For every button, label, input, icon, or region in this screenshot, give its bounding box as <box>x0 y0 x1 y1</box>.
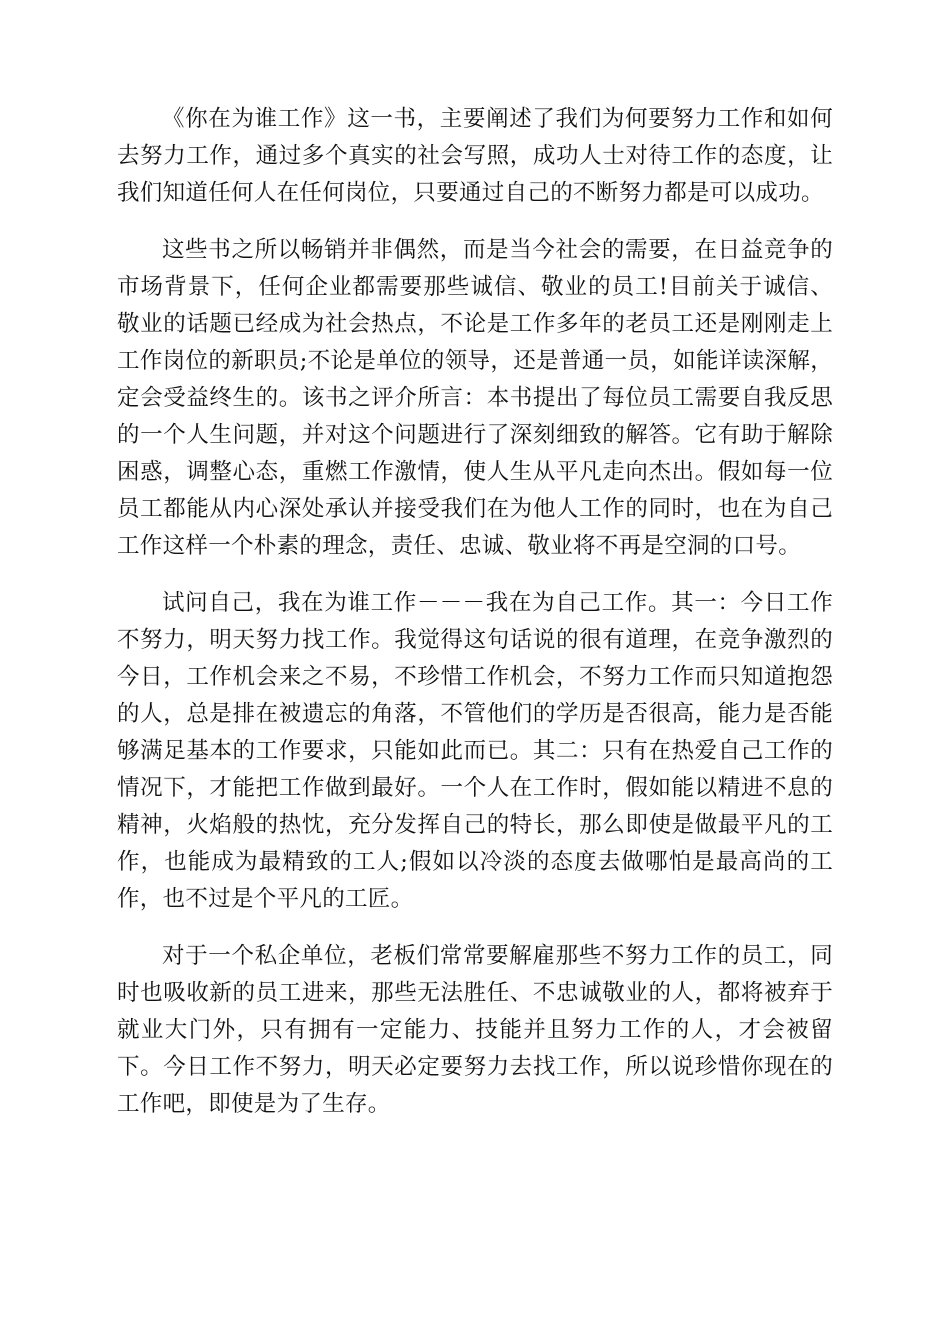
paragraph-3: 试问自己，我在为谁工作－－－我在为自己工作。其一：今日工作不努力，明天努力找工作。我觉得这句话说的很有道理，在竞争激烈的今日，工作机会来之不易，不珍惜工作机会，不努力工作而只知道抱怨的人，总是排在被遗忘的角落，不管他们的学历是否很高，能力是否能够满足基本的工作要求，只能如此而已。其二：只有在热爱自己工作的情况下，才能把工作做到最好。一个人在工作时，假如能以精进不息的精神，火焰般的热忱，充分发挥自己的特长，那么即使是做最平凡的工作，也能成为最精致的工人;假如以冷淡的态度去做哪怕是最高尚的工作，也不过是个平凡的工匠。 <box>117 590 833 912</box>
paragraph-2: 这些书之所以畅销并非偶然，而是当今社会的需要，在日益竞争的市场背景下，任何企业都需要那些诚信、敬业的员工!目前关于诚信、敬业的话题已经成为社会热点，不论是工作多年的老员工还是刚刚走上工作岗位的新职员;不论是单位的领导，还是普通一员，如能详读深解，定会受益终生的。该书之评介所言：本书提出了每位员工需要自我反思的一个人生问题，并对这个问题进行了深刻细致的解答。它有助于解除困惑，调整心态，重燃工作激情，使人生从平凡走向杰出。假如每一位员工都能从内心深处承认并接受我们在为他人工作的同时，也在为自己工作这样一个朴素的理念，责任、忠诚、敬业将不再是空洞的口号。 <box>117 237 833 559</box>
paragraph-1: 《你在为谁工作》这一书，主要阐述了我们为何要努力工作和如何去努力工作，通过多个真实的社会写照，成功人士对待工作的态度，让我们知道任何人在任何岗位，只要通过自己的不断努力都是可以成功。 <box>117 106 833 206</box>
paragraph-4: 对于一个私企单位，老板们常常要解雇那些不努力工作的员工，同时也吸收新的员工进来，那些无法胜任、不忠诚敬业的人，都将被弃于就业大门外，只有拥有一定能力、技能并且努力工作的人，才会被留下。今日工作不努力，明天必定要努力去找工作，所以说珍惜你现在的工作吧，即使是为了生存。 <box>117 943 833 1117</box>
